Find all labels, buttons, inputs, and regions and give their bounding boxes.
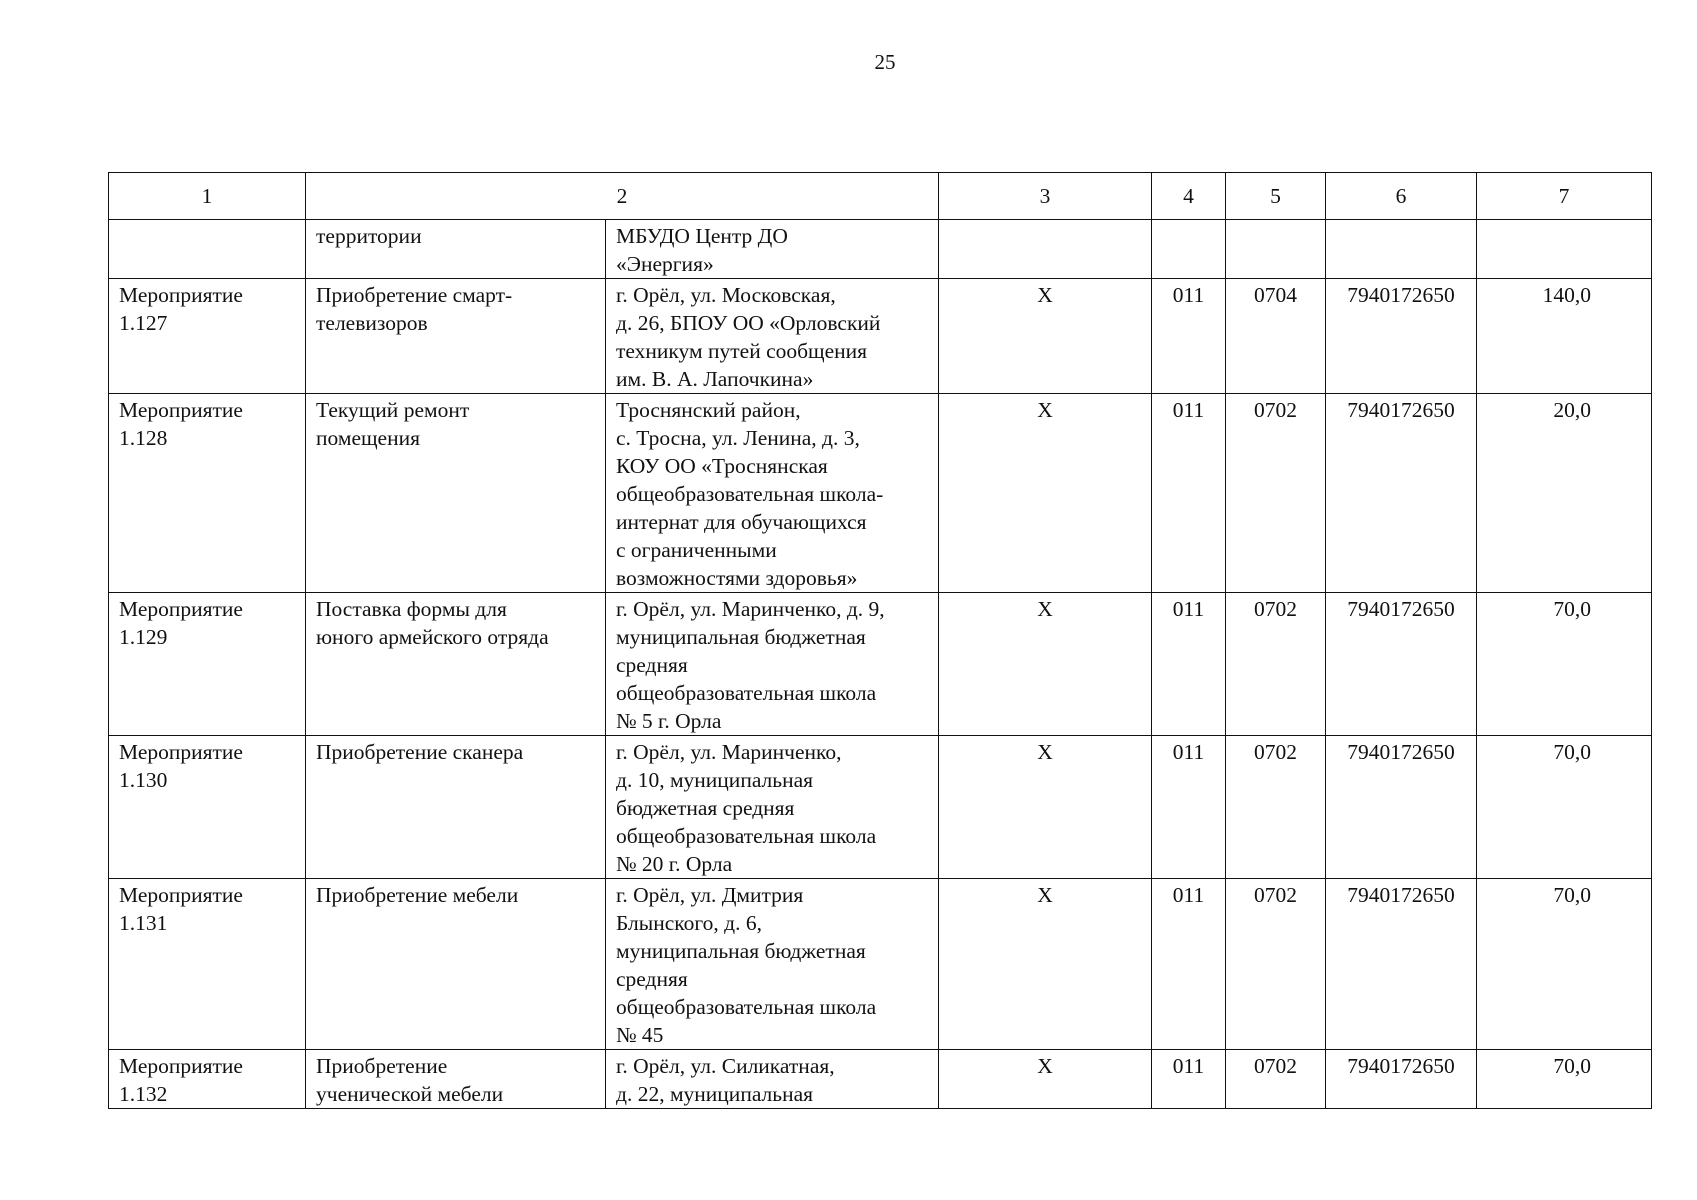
col5-cell: 0702 (1226, 593, 1326, 736)
col3-cell: X (939, 394, 1152, 593)
table-row (109, 879, 1652, 1050)
col3-cell (939, 220, 1152, 279)
address-cell: г. Орёл, ул. Маринченко, д. 10, муниципальная бюджетная средняя общеобразовательная школа № 20 г. Орла (606, 736, 939, 879)
event-cell: Мероприятие 1.131 (109, 879, 306, 1050)
col4-cell: 011 (1152, 394, 1226, 593)
data-table (108, 172, 1652, 1109)
name-cell: Поставка формы для юного армейского отряда (306, 593, 606, 736)
col6-cell: 7940172650 (1326, 593, 1477, 736)
col3-cell: X (939, 1050, 1152, 1109)
col5-cell: 0702 (1226, 736, 1326, 879)
col5-cell: 0702 (1226, 394, 1326, 593)
col7-cell: 70,0 (1477, 736, 1652, 879)
table-row (109, 593, 1652, 736)
table-row (109, 394, 1652, 593)
col7-cell: 20,0 (1477, 394, 1652, 593)
col4-cell: 011 (1152, 279, 1226, 394)
header-cell: 4 (1152, 173, 1226, 220)
col4-cell: 011 (1152, 593, 1226, 736)
col4-cell: 011 (1152, 879, 1226, 1050)
col6-cell: 7940172650 (1326, 879, 1477, 1050)
col7-cell (1477, 220, 1652, 279)
address-cell: г. Орёл, ул. Силикатная, д. 22, муниципальная (606, 1050, 939, 1109)
table-row (109, 1050, 1652, 1109)
table-row (109, 736, 1652, 879)
name-cell: Приобретение мебели (306, 879, 606, 1050)
col6-cell (1326, 220, 1477, 279)
header-cell: 5 (1226, 173, 1326, 220)
table-row (109, 279, 1652, 394)
col3-cell: X (939, 879, 1152, 1050)
event-cell: Мероприятие 1.132 (109, 1050, 306, 1109)
event-cell: Мероприятие 1.127 (109, 279, 306, 394)
table-header-row (109, 173, 1652, 220)
col3-cell: X (939, 593, 1152, 736)
col7-cell: 70,0 (1477, 879, 1652, 1050)
col5-cell: 0702 (1226, 879, 1326, 1050)
col3-cell: X (939, 736, 1152, 879)
header-cell: 6 (1326, 173, 1477, 220)
event-cell: Мероприятие 1.130 (109, 736, 306, 879)
header-cell: 7 (1477, 173, 1652, 220)
name-cell: территории (306, 220, 606, 279)
address-cell: Троснянский район, с. Тросна, ул. Ленина, д. 3, КОУ ОО «Троснянская общеобразовательная школа- интернат для обучающихся с ограниченными возможностями здоровья» (606, 394, 939, 593)
col7-cell: 140,0 (1477, 279, 1652, 394)
address-cell: МБУДО Центр ДО «Энергия» (606, 220, 939, 279)
name-cell: Приобретение ученической мебели (306, 1050, 606, 1109)
page-number: 25 (874, 50, 896, 74)
address-cell: г. Орёл, ул. Московская, д. 26, БПОУ ОО «Орловский техникум путей сообщения им. В. А. Лапочкина» (606, 279, 939, 394)
col6-cell: 7940172650 (1326, 279, 1477, 394)
header-cell: 3 (939, 173, 1152, 220)
col6-cell: 7940172650 (1326, 394, 1477, 593)
header-cell: 2 (306, 173, 939, 220)
col4-cell: 011 (1152, 1050, 1226, 1109)
name-cell: Текущий ремонт помещения (306, 394, 606, 593)
col7-cell: 70,0 (1477, 593, 1652, 736)
event-cell (109, 220, 306, 279)
col5-cell: 0702 (1226, 1050, 1326, 1109)
col7-cell: 70,0 (1477, 1050, 1652, 1109)
col6-cell: 7940172650 (1326, 1050, 1477, 1109)
col5-cell (1226, 220, 1326, 279)
col6-cell: 7940172650 (1326, 736, 1477, 879)
col3-cell: X (939, 279, 1152, 394)
header-cell: 1 (109, 173, 306, 220)
event-cell: Мероприятие 1.129 (109, 593, 306, 736)
name-cell: Приобретение смарт- телевизоров (306, 279, 606, 394)
col5-cell: 0704 (1226, 279, 1326, 394)
name-cell: Приобретение сканера (306, 736, 606, 879)
col4-cell: 011 (1152, 736, 1226, 879)
col4-cell (1152, 220, 1226, 279)
event-cell: Мероприятие 1.128 (109, 394, 306, 593)
table-row (109, 220, 1652, 279)
address-cell: г. Орёл, ул. Маринченко, д. 9, муниципальная бюджетная средняя общеобразовательная школа № 5 г. Орла (606, 593, 939, 736)
address-cell: г. Орёл, ул. Дмитрия Блынского, д. 6, муниципальная бюджетная средняя общеобразовательная школа № 45 (606, 879, 939, 1050)
